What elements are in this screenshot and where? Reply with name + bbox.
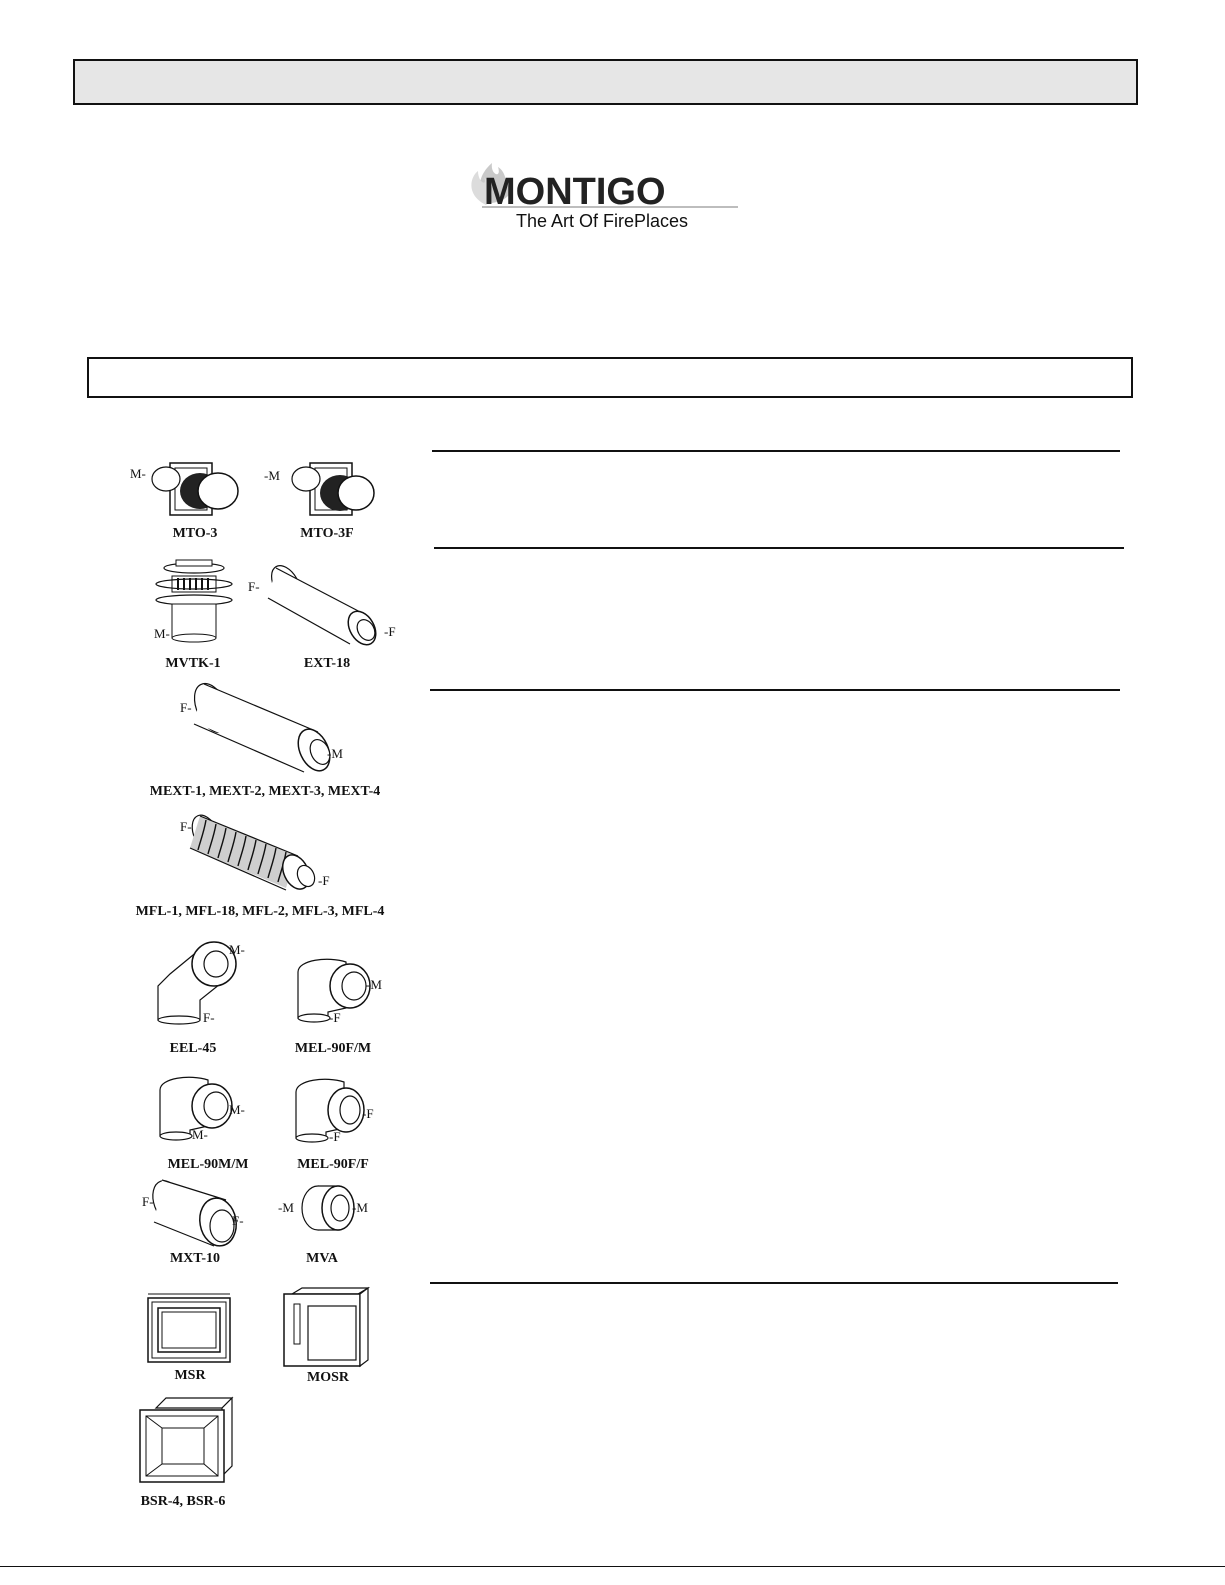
tag-f: -F (329, 1129, 341, 1144)
mto-3-illustration (140, 455, 260, 525)
component-label: MVTK-1 (165, 656, 221, 671)
bsr-illustration (136, 1392, 246, 1492)
component-label: BSR-4, BSR-6 (140, 1494, 226, 1509)
component-label: MFL-1, MFL-18, MFL-2, MFL-3, MFL-4 (135, 904, 385, 919)
rule-1 (432, 450, 1120, 452)
component-label: MTO-3F (300, 526, 354, 541)
tag-m: -M (366, 977, 382, 992)
component-label: EXT-18 (303, 656, 351, 671)
logo-tagline: The Art Of FirePlaces (516, 211, 689, 231)
header-bar (73, 59, 1138, 105)
tag-m: M- (192, 1127, 208, 1142)
tag-f: F- (142, 1194, 154, 1209)
logo-wordmark: MONTIGO (484, 171, 666, 213)
tag-m: -M (264, 468, 280, 483)
tag-f: F- (203, 1010, 215, 1025)
tag-m: -M (327, 746, 343, 761)
mto-3f-illustration (270, 455, 390, 525)
msr-illustration (142, 1290, 242, 1370)
tag-f: F- (248, 579, 260, 594)
component-label: MEL-90F/M (294, 1041, 372, 1056)
page-bottom-rule (0, 1566, 1225, 1567)
component-label: MEL-90F/F (297, 1157, 369, 1172)
tag-f: F- (232, 1213, 244, 1228)
component-label: MVA (306, 1251, 338, 1266)
component-label: MXT-10 (169, 1251, 221, 1266)
tag-f: F- (180, 819, 192, 834)
mfl-illustration (186, 812, 336, 892)
mosr-illustration (278, 1286, 378, 1376)
component-label: MTO-3 (172, 526, 218, 541)
component-label: MOSR (307, 1370, 349, 1385)
rule-3 (430, 689, 1120, 691)
mext-illustration (186, 678, 346, 778)
component-label: MEXT-1, MEXT-2, MEXT-3, MEXT-4 (149, 784, 381, 799)
tag-f: -F (329, 1010, 341, 1025)
component-label: EEL-45 (169, 1041, 217, 1056)
component-label: MSR (174, 1368, 206, 1383)
section-title-box (87, 357, 1133, 398)
tag-f: -F (318, 873, 330, 888)
tag-f: -F (362, 1106, 374, 1121)
tag-f: F- (180, 700, 192, 715)
tag-f: -F (384, 624, 396, 639)
component-label: MEL-90M/M (167, 1157, 249, 1172)
tag-m: M- (229, 1102, 245, 1117)
montigo-logo (462, 143, 742, 238)
tag-m: M- (154, 626, 170, 641)
tag-m: -M (278, 1200, 294, 1215)
tag-m: -M (352, 1200, 368, 1215)
tag-m: M- (130, 466, 146, 481)
tag-m: M- (229, 942, 245, 957)
rule-2 (434, 547, 1124, 549)
ext-18-illustration (262, 562, 392, 652)
rule-4 (430, 1282, 1118, 1284)
